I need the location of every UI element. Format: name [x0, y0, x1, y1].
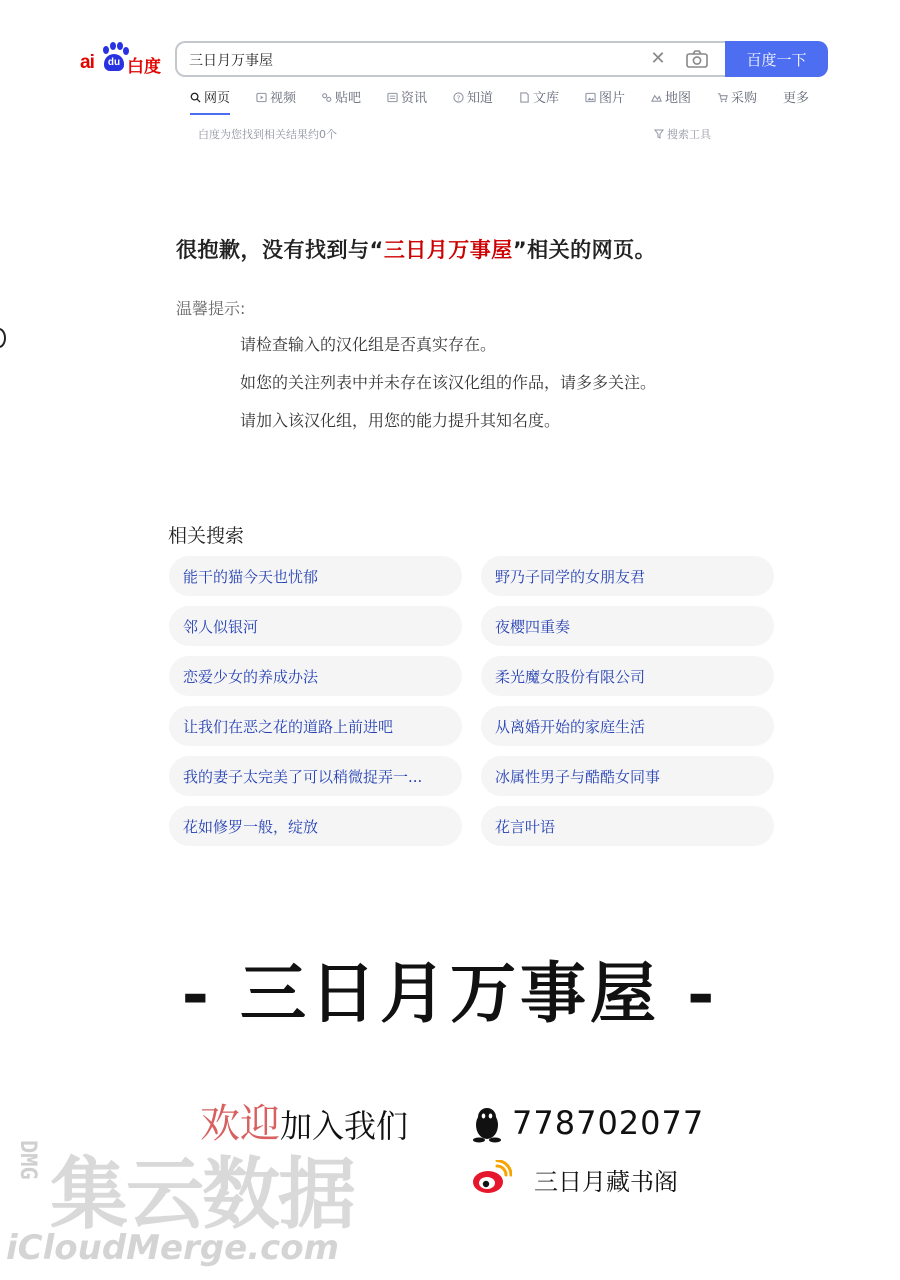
related-search-item[interactable] [169, 656, 462, 696]
tab-label: 贴吧 [335, 91, 362, 106]
related-search-label: 冰属性男子与酷酷女同事 [495, 768, 661, 786]
tab-purchase[interactable] [717, 89, 757, 111]
related-search-label: 花言叶语 [495, 818, 556, 836]
watermark-cn: 集云数据 [50, 1150, 355, 1240]
search-icon [190, 92, 201, 103]
related-search-label: 让我们在恶之花的道路上前进吧 [183, 718, 394, 736]
tab-video[interactable] [256, 89, 296, 111]
logo-du-text: du [107, 57, 121, 68]
map-icon [651, 92, 662, 103]
watermark-en: iCloudMerge.com [6, 1228, 340, 1268]
related-search-label: 夜樱四重奏 [495, 618, 571, 636]
weibo-account-name: 三日月藏书阁 [534, 1168, 678, 1196]
tab-wenku[interactable] [519, 89, 559, 111]
tab-label: 知道 [467, 91, 494, 106]
tip-item: 如您的关注列表中并未存在该汉化组的作品，请多多关注。 [240, 373, 657, 392]
clear-icon[interactable]: ✕ [650, 48, 666, 69]
no-result-prefix: 很抱歉，没有找到与“ [176, 238, 384, 262]
cart-icon [717, 92, 728, 103]
question-icon [453, 92, 464, 103]
related-search-item[interactable] [481, 656, 774, 696]
group-banner-title: - 三日月万事屋 - [181, 954, 719, 1032]
image-icon [585, 92, 596, 103]
logo-ai-text: ai [80, 52, 94, 73]
search-input[interactable] [189, 49, 629, 71]
tab-label: 更多 [783, 91, 810, 106]
tab-news[interactable] [387, 89, 427, 111]
welcome-black-text: 加入我们 [280, 1107, 409, 1145]
related-search-label: 花如修罗一般，绽放 [183, 818, 319, 836]
welcome-red-text: 欢迎 [200, 1101, 280, 1147]
tip-item: 请加入该汉化组，用您的能力提升其知名度。 [240, 411, 561, 430]
related-search-item[interactable] [169, 606, 462, 646]
tab-label: 视频 [270, 91, 297, 106]
related-search-label: 能干的猫今天也忧郁 [183, 568, 319, 586]
tieba-icon [321, 92, 332, 103]
related-search-label: 恋爱少女的养成办法 [183, 668, 319, 686]
related-search-item[interactable] [169, 556, 462, 596]
related-search-label: 我的妻子太完美了可以稍微捉弄一... [183, 768, 423, 786]
search-submit-button[interactable]: 百度一下 [725, 41, 828, 77]
related-search-item[interactable] [481, 756, 774, 796]
video-icon [256, 92, 267, 103]
related-search-item[interactable] [169, 806, 462, 846]
related-search-item[interactable] [481, 556, 774, 596]
tip-item: 请检查输入的汉化组是否真实存在。 [240, 335, 497, 354]
no-result-message [176, 234, 656, 264]
baidu-logo[interactable] [80, 42, 162, 78]
tab-zhidao[interactable] [453, 89, 493, 111]
logo-brand-text: 白度 [127, 57, 161, 77]
search-box [175, 41, 727, 77]
related-search-label: 野乃子同学的女朋友君 [495, 568, 646, 586]
doc-icon [519, 92, 530, 103]
no-result-keyword: 三日月万事屋 [383, 238, 513, 262]
tab-more[interactable] [783, 89, 809, 111]
watermark-side-text: DMG [15, 1140, 40, 1180]
tab-label: 地图 [665, 91, 692, 106]
related-search-item[interactable] [481, 606, 774, 646]
tab-label: 网页 [204, 91, 231, 106]
related-search-item[interactable] [481, 806, 774, 846]
tab-label: 图片 [599, 91, 626, 106]
camera-icon[interactable] [685, 49, 709, 69]
qq-number: 778702077 [512, 1104, 705, 1142]
tab-label: 采购 [731, 91, 758, 106]
weibo-icon [470, 1160, 512, 1196]
news-icon [387, 92, 398, 103]
filter-icon [654, 129, 664, 139]
result-count: 白度为您找到相关结果约0个 [198, 128, 337, 141]
related-search-label: 柔光魔女股份有限公司 [495, 668, 646, 686]
related-searches-title: 相关搜索 [168, 525, 245, 547]
qq-penguin-icon [470, 1105, 504, 1143]
related-search-item[interactable] [169, 706, 462, 746]
tab-images[interactable] [585, 89, 625, 111]
tab-map[interactable] [651, 89, 691, 111]
tab-label: 资讯 [401, 91, 428, 106]
related-search-label: 邻人似银河 [183, 618, 259, 636]
paw-icon [101, 42, 127, 72]
related-search-label: 从离婚开始的家庭生活 [495, 718, 646, 736]
related-search-item[interactable] [481, 706, 774, 746]
related-search-item[interactable] [169, 756, 462, 796]
tips-title: 温馨提示: [176, 299, 246, 318]
tab-web[interactable] [190, 89, 230, 111]
edge-fragment [0, 328, 6, 348]
tab-tieba[interactable] [321, 89, 361, 111]
search-tools-button[interactable] [654, 126, 711, 142]
svg-text:?: ? [456, 93, 461, 103]
no-result-suffix: ”相关的网页。 [512, 238, 657, 262]
tab-label: 文库 [533, 91, 560, 106]
search-tools-label: 搜索工具 [667, 128, 711, 141]
